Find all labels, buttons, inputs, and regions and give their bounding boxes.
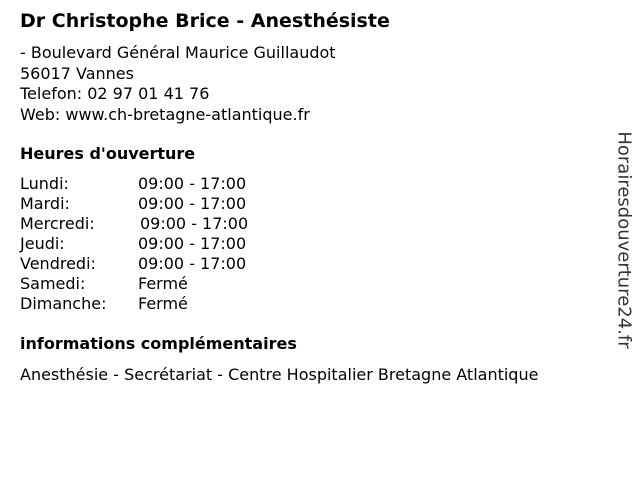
city: 56017 Vannes	[20, 63, 134, 83]
website: Web: www.ch-bretagne-atlantique.fr	[20, 104, 310, 124]
hours-value: 09:00 - 17:00	[138, 194, 247, 213]
address-block	[20, 43, 336, 125]
hours-row-friday	[20, 254, 320, 274]
day-label: Jeudi:	[20, 234, 65, 253]
day-label: Mardi:	[20, 194, 70, 213]
day-label: Mercredi:	[20, 214, 95, 233]
hours-value: Fermé	[138, 274, 188, 293]
street-address: - Boulevard Général Maurice Guillaudot	[20, 43, 336, 62]
hours-row-saturday	[20, 274, 320, 294]
phone-number: Telefon: 02 97 01 41 76	[20, 84, 210, 103]
hours-value: Fermé	[138, 294, 188, 313]
day-label: Dimanche:	[20, 294, 107, 313]
hours-row-wednesday	[20, 214, 320, 234]
hours-value: 09:00 - 17:00	[138, 234, 247, 253]
page-title: Dr Christophe Brice - Anesthésiste	[20, 10, 390, 32]
opening-hours-table	[20, 174, 320, 314]
hours-row-sunday	[20, 294, 320, 314]
opening-hours-heading: Heures d'ouverture	[20, 144, 196, 163]
day-label: Vendredi:	[20, 254, 96, 273]
hours-row-monday	[20, 174, 320, 194]
additional-info-text: Anesthésie - Secrétariat - Centre Hospitalier Bretagne Atlantique	[20, 365, 539, 384]
hours-value: 09:00 - 17:00	[138, 174, 247, 193]
day-label: Lundi:	[20, 174, 69, 193]
hours-value: 09:00 - 17:00	[140, 214, 249, 233]
additional-info-heading: informations complémentaires	[20, 334, 297, 353]
hours-value: 09:00 - 17:00	[138, 254, 247, 273]
day-label: Samedi:	[20, 274, 86, 293]
hours-row-thursday	[20, 234, 320, 254]
hours-row-tuesday	[20, 194, 320, 214]
site-watermark: Horairesdouverture24.fr	[613, 131, 635, 349]
